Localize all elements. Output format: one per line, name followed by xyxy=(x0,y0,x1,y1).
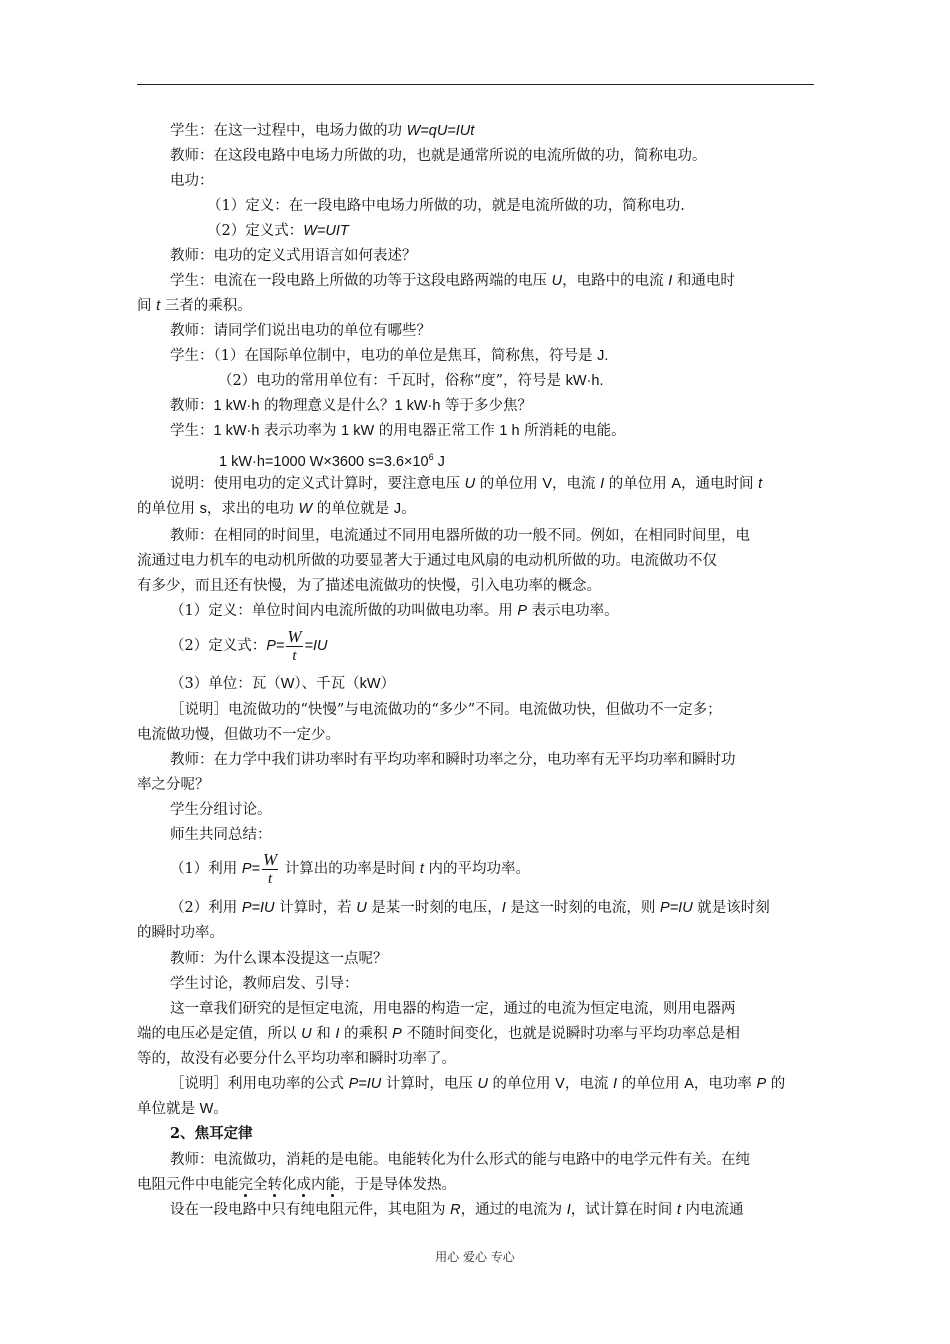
paragraph-line: 说明：使用电功的定义式计算时，要注意电压 U 的单位用 V，电流 I 的单位用 A，通电时间 t xyxy=(170,476,763,492)
paragraph-line: 学生：（1）在国际单位制中，电功的单位是焦耳，简称焦，符号是 J. xyxy=(170,348,609,364)
paragraph-line: 流通过电力机车的电动机所做的功要显著大于通过电风扇的电动机所做的功。电流做功不仅 xyxy=(137,553,717,569)
paragraph-line: 等的，故没有必要分什么平均功率和瞬时功率了。 xyxy=(137,1051,456,1067)
paragraph-line: 教师：在力学中我们讲功率时有平均功率和瞬时功率之分，电功率有无平均功率和瞬时功 xyxy=(170,752,736,768)
paragraph-line: 电功： xyxy=(170,173,214,189)
paragraph-line: 学生：1 kW·h 表示功率为 1 kW 的用电器正常工作 1 h 所消耗的电能。 xyxy=(170,423,626,439)
paragraph-line: 端的电压必是定值，所以 U 和 I 的乘积 P 不随时间变化，也就是说瞬时功率与平均功率总是相 xyxy=(137,1026,740,1042)
paragraph-line: 教师：在这段电路中电场力所做的功，也就是通常所说的电流所做的功，简称电功。 xyxy=(170,148,707,164)
paragraph-line: 的瞬时功率。 xyxy=(137,925,224,941)
paragraph-line: 学生：电流在一段电路上所做的功等于这段电路两端的电压 U，电路中的电流 I 和通电时 xyxy=(170,273,735,289)
section-heading: 2、焦耳定律 xyxy=(170,1125,253,1142)
paragraph-line: （1）定义：单位时间内电流所做的功叫做电功率。用 P 表示电功率。 xyxy=(170,603,619,619)
paragraph-line: 单位就是 W。 xyxy=(137,1101,228,1117)
paragraph-line: 师生共同总结： xyxy=(170,827,272,843)
paragraph-line: 电流做功慢，但做功不一定少。 xyxy=(137,727,340,743)
paragraph-line: （3）单位：瓦（W）、千瓦（kW） xyxy=(170,676,396,692)
paragraph-line: 学生讨论，教师启发、引导： xyxy=(170,976,359,992)
paragraph-line: 这一章我们研究的是恒定电流，用电器的构造一定，通过的电流为恒定电流，则用电器两 xyxy=(170,1001,736,1017)
paragraph-line: 教师：为什么课本没提这一点呢？ xyxy=(170,951,388,967)
formula-line: 1 kW·h=1000 W×3600 $s=3.6\times 10^6$ J xyxy=(219,452,445,470)
paragraph-line: 教师：1 kW·h 的物理意义是什么？1 kW·h 等于多少焦？ xyxy=(170,398,533,414)
paragraph-line: ［说明］电流做功的“快慢”与电流做功的“多少”不同。电流做功快，但做功不一定多； xyxy=(170,702,722,718)
fraction: $\frac{W}{t}$ xyxy=(262,849,278,887)
page-footer: 用心 爱心 专心 xyxy=(435,1250,515,1264)
paragraph-line: 率之分呢？ xyxy=(137,777,210,793)
paragraph-line: 的单位用 s，求出的电功 W 的单位就是 J。 xyxy=(137,501,416,517)
paragraph-line: （2）定义式：W=UIT xyxy=(207,223,349,239)
paragraph-line: ［说明］利用电功率的公式 P=IU 计算时，电压 U 的单位用 V，电流 I 的单位用 A，电功率 P 的 xyxy=(170,1076,786,1092)
emphasized-text: 完全转化成内能 xyxy=(238,1177,340,1193)
paragraph-line: 有多少，而且还有快慢，为了描述电流做功的快慢，引入电功率的概念。 xyxy=(137,578,601,594)
paragraph-line: 间 t 三者的乘积。 xyxy=(137,298,252,314)
paragraph-line: （2）电功的常用单位有：千瓦时，俗称“度”，符号是 kW·h. xyxy=(218,373,604,389)
header-rule xyxy=(137,84,814,85)
paragraph-line: （1）定义：在一段电路中电场力所做的功，就是电流所做的功，简称电功. xyxy=(207,198,685,214)
formula-line: （1）利用 P= $\frac{W}{t}$ 计算出的功率是时间 t 内的平均功率。 xyxy=(170,849,531,887)
paragraph-line: 学生：在这一过程中，电场力做的功 W=qU=IUt xyxy=(170,123,475,139)
paragraph-line: 教师：请同学们说出电功的单位有哪些？ xyxy=(170,323,431,339)
paragraph-line: 电阻元件中电能完全转化成内能，于是导体发热。 xyxy=(137,1177,456,1193)
paragraph-line: 教师：在相同的时间里，电流通过不同用电器所做的功一般不同。例如，在相同时间里，电 xyxy=(170,528,750,544)
paragraph-line: 教师：电流做功，消耗的是电能。电能转化为什么形式的能与电路中的电学元件有关。在纯 xyxy=(170,1152,750,1168)
paragraph-line: 学生分组讨论。 xyxy=(170,802,272,818)
paragraph-line: 教师：电功的定义式用语言如何表述？ xyxy=(170,248,417,264)
paragraph-line: 设在一段电路中只有纯电阻元件，其电阻为 R，通过的电流为 I，试计算在时间 t 内电流通 xyxy=(170,1202,744,1218)
paragraph-line: （2）利用 P=IU 计算时，若 U 是某一时刻的电压，I 是这一时刻的电流，则 P=IU 就是该时刻 xyxy=(170,900,770,916)
fraction: $\frac{W}{t}$ xyxy=(287,626,302,664)
formula-line: （2）定义式：P= $\frac{W}{t}$ =IU xyxy=(170,626,328,664)
